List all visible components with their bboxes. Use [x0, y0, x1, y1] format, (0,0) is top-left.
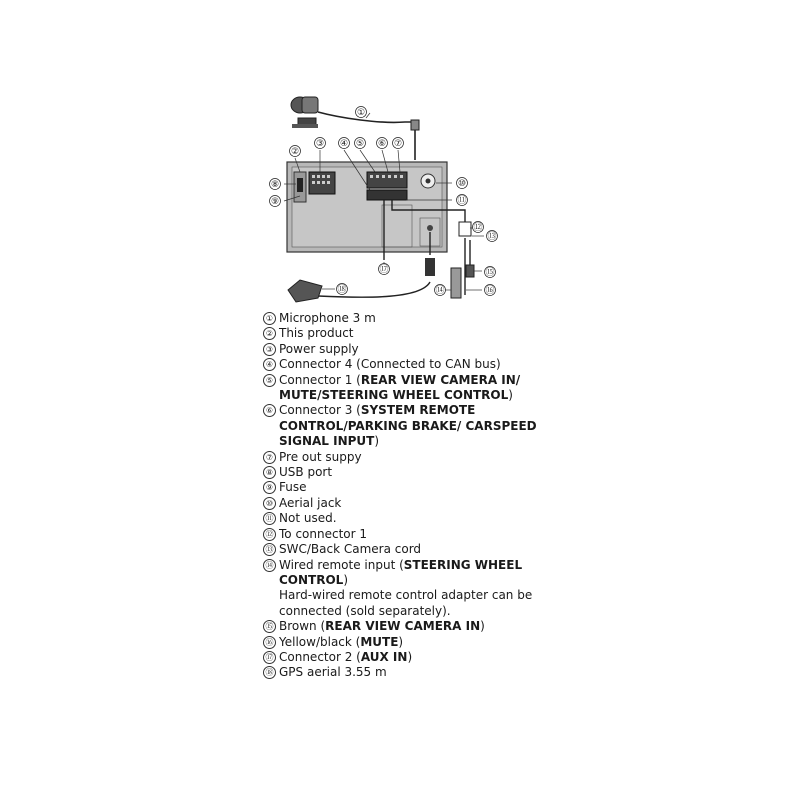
legend-number: ⑧	[263, 466, 276, 479]
callout-12	[473, 222, 484, 234]
legend-number: ⑪	[263, 512, 276, 525]
legend-number: ②	[263, 327, 276, 340]
legend-number: ⑯	[263, 636, 276, 649]
callout-4	[339, 138, 350, 150]
legend-item	[263, 373, 563, 404]
callout-15	[485, 267, 496, 279]
legend-label: Yellow/black (	[279, 634, 361, 649]
svg-text:⑩: ⑩	[457, 179, 467, 189]
legend-suffix: )	[374, 434, 380, 449]
legend-label: Connector 1 (	[279, 372, 361, 387]
legend-item	[263, 357, 563, 372]
svg-text:⑪: ⑪	[457, 196, 467, 206]
legend-label: SWC/Back Camera cord	[279, 542, 422, 557]
legend-number: ⑤	[263, 374, 276, 387]
legend-bold-label: STEERING WHEEL CONTROL	[279, 557, 523, 587]
svg-text:⑦: ⑦	[393, 139, 403, 149]
legend-label: Wired remote input (	[279, 557, 404, 572]
legend-text	[279, 665, 387, 680]
legend-item	[263, 511, 563, 526]
callout-9	[270, 196, 281, 208]
callout-8	[270, 179, 281, 191]
legend-number: ⑱	[263, 666, 276, 679]
legend-number: ⑮	[263, 620, 276, 633]
legend-label: This product	[279, 326, 354, 341]
legend-text	[279, 558, 563, 620]
legend-bold-label: REAR VIEW CAMERA IN	[325, 619, 481, 634]
legend-label: Not used.	[279, 511, 337, 526]
callout-5	[355, 138, 366, 150]
svg-text:⑬: ⑬	[487, 232, 497, 242]
callout-16	[485, 285, 496, 297]
gps-aerial-illustration	[288, 280, 322, 302]
legend-item	[263, 542, 563, 557]
legend-label: Microphone 3 m	[279, 311, 376, 325]
callout-10	[457, 178, 468, 190]
legend-number: ③	[263, 343, 276, 356]
legend-number: ④	[263, 358, 276, 371]
legend-number: ⑫	[263, 528, 276, 541]
legend-number: ⑥	[263, 404, 276, 417]
legend-text	[279, 511, 337, 526]
svg-text:⑱: ⑱	[337, 285, 347, 295]
legend-item	[263, 496, 563, 511]
legend-item	[263, 619, 563, 634]
svg-text:②: ②	[290, 147, 300, 157]
callout-7	[393, 138, 404, 150]
legend-item	[263, 558, 563, 620]
svg-text:⑯: ⑯	[485, 286, 495, 296]
legend-item	[263, 403, 563, 449]
legend-item	[263, 480, 563, 495]
legend-item	[263, 650, 563, 665]
callout-14	[435, 285, 446, 297]
legend-text	[279, 496, 341, 511]
legend-suffix: )	[508, 388, 513, 403]
legend-bold-label: MUTE	[360, 634, 399, 649]
callout-1	[356, 107, 367, 119]
legend-label: Connector 3 (	[279, 403, 361, 418]
legend-label: Brown (	[279, 619, 326, 634]
legend-text	[279, 465, 332, 480]
callout-18	[337, 284, 348, 296]
legend-note: Hard-wired remote control adapter can be connected (sold separately).	[279, 588, 533, 618]
svg-text:⑫: ⑫	[473, 223, 483, 233]
legend-number: ⑨	[263, 481, 276, 494]
svg-text:⑭: ⑭	[435, 286, 445, 296]
callout-13	[487, 231, 498, 243]
legend-text	[279, 650, 412, 665]
legend-text	[279, 373, 563, 404]
legend-label: Fuse	[279, 480, 307, 495]
legend-item	[263, 311, 563, 326]
legend-suffix: )	[343, 572, 349, 587]
callout-11	[457, 195, 468, 207]
legend-item	[263, 465, 563, 480]
legend-text	[279, 635, 403, 650]
legend-number: ①	[263, 312, 276, 325]
legend-list	[263, 311, 563, 681]
legend-text	[279, 403, 563, 449]
svg-text:⑧: ⑧	[270, 180, 280, 190]
legend-text	[279, 480, 307, 495]
legend-bold-label: AUX IN	[360, 649, 408, 664]
legend-text	[279, 311, 376, 326]
svg-text:⑮: ⑮	[485, 268, 495, 278]
legend-bold-label: REAR VIEW CAMERA IN/ MUTE/STEERING WHEEL CONTROL	[279, 372, 521, 403]
callout-2	[290, 146, 301, 158]
legend-label: GPS aerial 3.55 m	[279, 665, 387, 680]
legend-item	[263, 450, 563, 465]
legend-item	[263, 527, 563, 542]
svg-text:③: ③	[315, 139, 325, 149]
legend-text	[279, 619, 485, 634]
legend-label: USB port	[279, 465, 333, 480]
legend-label: Connector 2 (	[279, 649, 361, 664]
callout-17	[379, 264, 390, 276]
legend-label: Pre out suppy	[279, 449, 362, 464]
legend-text	[279, 450, 362, 465]
legend-text	[279, 542, 421, 557]
legend-suffix: )	[407, 649, 413, 664]
legend-item	[263, 326, 563, 341]
head-unit-rear	[287, 162, 447, 252]
legend-number: ⑰	[263, 651, 276, 664]
legend-label: Power supply	[279, 341, 359, 356]
legend-number: ⑬	[263, 543, 276, 556]
legend-item	[263, 665, 563, 680]
legend-suffix: )	[398, 634, 404, 649]
legend-number: ⑭	[263, 559, 276, 572]
legend-number: ⑩	[263, 497, 276, 510]
legend-suffix: )	[480, 619, 485, 634]
legend-text	[279, 326, 354, 341]
legend-item	[263, 342, 563, 357]
legend-label: To connector 1	[279, 526, 368, 541]
microphone-illustration	[291, 97, 419, 160]
svg-text:⑥: ⑥	[377, 139, 387, 149]
legend-text	[279, 342, 359, 357]
legend-item	[263, 635, 563, 650]
legend-number: ⑦	[263, 451, 276, 464]
svg-text:⑨: ⑨	[270, 197, 280, 207]
legend-bold-label: SYSTEM REMOTE CONTROL/PARKING BRAKE/ CARSPEED SIGNAL INPUT	[279, 403, 537, 449]
callout-3	[315, 138, 326, 150]
svg-text:⑤: ⑤	[355, 139, 365, 149]
svg-text:⑰: ⑰	[379, 265, 389, 275]
legend-label: Aerial jack	[279, 495, 342, 510]
legend-label: Connector 4 (Connected to CAN bus)	[279, 357, 501, 372]
svg-text:①: ①	[356, 108, 366, 118]
legend-text	[279, 357, 501, 372]
legend-text	[279, 527, 367, 542]
svg-text:④: ④	[339, 139, 349, 149]
callout-6	[377, 138, 388, 150]
